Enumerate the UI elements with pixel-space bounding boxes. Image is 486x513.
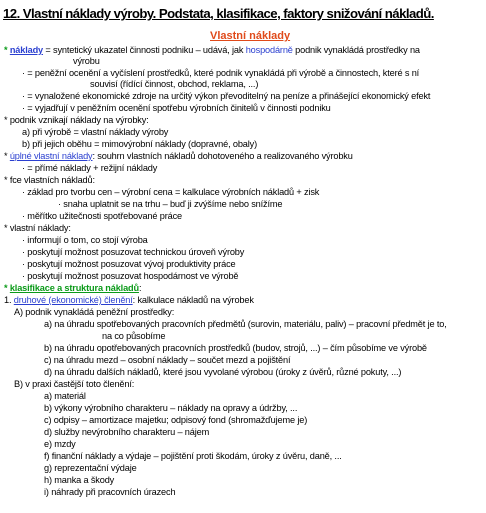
text-line (14, 379, 134, 390)
text-line (22, 127, 168, 138)
text-segment: : (138, 283, 142, 293)
text-segment: · informují o tom, co stojí výroba (22, 235, 148, 245)
text-line (4, 295, 254, 306)
highlighted-term: náklady (9, 45, 43, 55)
text-segment: : kalkulace nákladů na výrobek (132, 295, 254, 305)
text-segment: 1. (4, 295, 14, 305)
text-segment: · poskytují možnost posuzovat vývoj produktivity práce (22, 259, 236, 269)
text-line (22, 163, 157, 174)
text-line (44, 367, 401, 378)
text-line (4, 115, 149, 126)
text-line (44, 427, 209, 438)
text-segment: souvisí (řídící činnost, obchod, reklama, ...) (90, 79, 259, 89)
text-line (44, 355, 290, 366)
text-line (22, 211, 182, 222)
highlighted-term: druhové (ekonomické) členění (13, 295, 133, 305)
highlighted-term: hospodárně (245, 45, 293, 55)
text-segment: i) náhrady při pracovních úrazech (44, 487, 176, 497)
page-title: 12. Vlastní náklady výroby. Podstata, klasifikace, faktory snižování nákladů. (3, 6, 434, 21)
text-line (44, 343, 427, 354)
text-segment: h) manka a škody (44, 475, 115, 485)
text-segment: · snaha uplatnit se na trhu – buď ji zvýšíme nebo snížíme (58, 199, 283, 209)
highlighted-term: * (4, 45, 10, 55)
text-segment: · základ pro tvorbu cen – výrobní cena = kalkulace výrobních nákladů + zisk (22, 187, 320, 197)
text-line (44, 475, 114, 486)
text-line (4, 283, 141, 294)
text-segment: d) na úhradu dalších nákladů, které jsou vyvolané výrobou (úroky z úvěrů, různé pokuty, ...) (44, 367, 402, 377)
text-segment: A) podnik vynakládá peněžní prostředky: (14, 307, 175, 317)
text-segment: a) při výrobě = vlastní náklady výroby (22, 127, 169, 137)
text-line (44, 391, 86, 402)
highlighted-term: klasifikace a struktura nákladů (9, 283, 139, 293)
text-line (44, 319, 447, 330)
text-line (44, 403, 297, 414)
text-segment: b) při jejich oběhu = mimovýrobní náklady (dopravné, obaly) (22, 139, 258, 149)
text-segment: g) reprezentační výdaje (44, 463, 137, 473)
text-line (22, 68, 419, 79)
text-segment: * vlastní náklady: (4, 223, 71, 233)
text-segment: · = vyjadřují v peněžním ocenění spotřebu výrobních činitelů v činnosti podniku (22, 103, 331, 113)
text-line (44, 451, 342, 462)
text-line (4, 45, 420, 56)
text-line (44, 463, 137, 474)
text-segment: · = peněžní ocenění a vyčíslení prostředků, které podnik vynakládá při výrobě a činnostech, které s ní (22, 68, 420, 78)
text-line (22, 187, 319, 198)
text-line (73, 56, 100, 67)
text-line (22, 247, 244, 258)
text-line (4, 175, 95, 186)
text-segment: = syntetický ukazatel činnosti podniku – udává, jak (43, 45, 246, 55)
text-segment: · poskytují možnost posuzovat hospodárnost ve výrobě (22, 271, 239, 281)
text-segment: a) na úhradu spotřebovaných pracovních předmětů (surovin, materiálu, paliv) – pracovní předmět je to, (44, 319, 447, 329)
text-segment: a) materiál (44, 391, 86, 401)
text-segment: e) mzdy (44, 439, 76, 449)
text-line (90, 79, 258, 90)
text-segment: : souhrn vlastních nákladů dohotoveného a realizovaného výrobku (92, 151, 353, 161)
text-line (22, 235, 148, 246)
text-segment: * fce vlastních nákladů: (4, 175, 95, 185)
text-segment: f) finanční náklady a výdaje – pojištění proti škodám, úroky z úvěru, daně, ... (44, 451, 342, 461)
text-segment: c) na úhradu mezd – osobní náklady – součet mezd a pojištění (44, 355, 291, 365)
text-segment: * (4, 151, 10, 161)
text-line (14, 307, 174, 318)
text-segment: d) služby nevýrobního charakteru – nájem (44, 427, 210, 437)
text-segment: b) na úhradu opotřebovaných pracovních prostředků (budov, strojů, ...) – čím působíme ve výrobě (44, 343, 427, 353)
text-line (4, 151, 353, 162)
text-segment: · měřítko užitečnosti spotřebované práce (22, 211, 182, 221)
highlighted-term: * (4, 283, 10, 293)
text-segment: · poskytují možnost posuzovat technickou úroveň výroby (22, 247, 245, 257)
text-line (22, 271, 238, 282)
text-line (102, 331, 165, 342)
text-line (22, 139, 257, 150)
text-line (22, 91, 430, 102)
text-line (22, 103, 331, 114)
text-segment: podnik vynakládá prostředky na (292, 45, 420, 55)
text-segment: na co působíme (102, 331, 166, 341)
text-segment: · = přímé náklady + režijní náklady (22, 163, 158, 173)
text-line (44, 415, 307, 426)
text-segment: B) v praxi častější toto členění: (14, 379, 135, 389)
text-line (22, 259, 236, 270)
section-heading: Vlastní náklady (210, 30, 291, 42)
text-line (44, 439, 76, 450)
text-line (58, 199, 282, 210)
text-line (4, 223, 71, 234)
text-segment: · = vynaložené ekonomické zdroje na určitý výkon převoditelný na peníze a přinášející ekonomický efekt (22, 91, 431, 101)
text-segment: b) výkony výrobního charakteru – náklady na opravy a údržby, ... (44, 403, 298, 413)
text-segment: * podnik vznikají náklady na výrobky: (4, 115, 149, 125)
highlighted-term: úplné vlastní náklady (9, 151, 93, 161)
text-line (44, 487, 175, 498)
text-segment: výrobu (73, 56, 100, 66)
text-segment: c) odpisy – amortizace majetku; odpisový fond (shromažďujeme je) (44, 415, 308, 425)
